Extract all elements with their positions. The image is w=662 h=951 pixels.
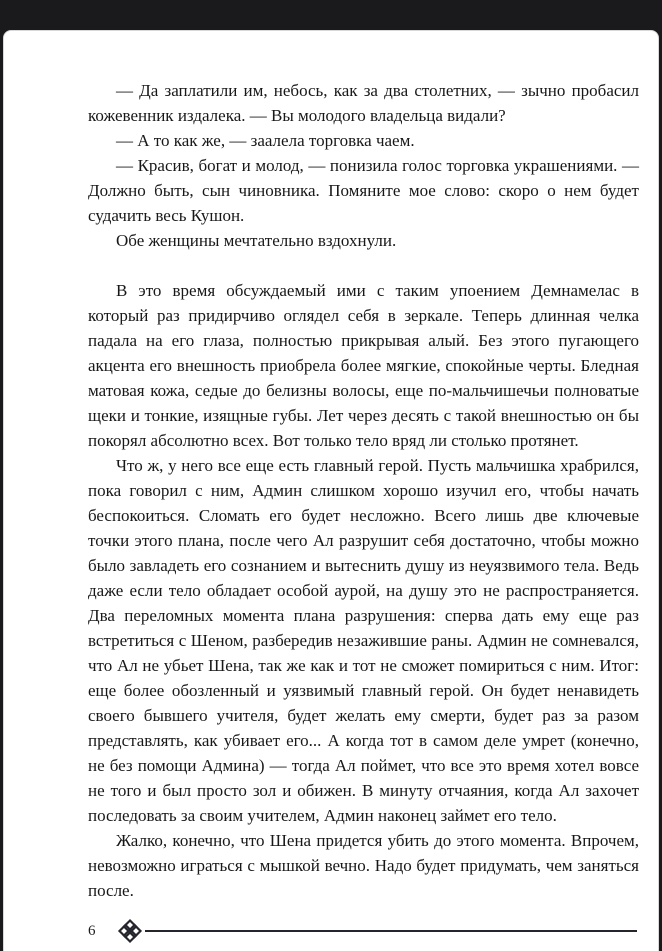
- page-footer: [4, 918, 658, 944]
- paragraph: Обе женщины мечтательно вздохнули.: [116, 231, 397, 250]
- paragraph: В это время обсуждаемый ими с таким упоением Демнамелас в который раз придирчиво оглядел себя в зеркале. Теперь длинная челка падала на его глаза, полностью прикрывая алый. Без этого пугающего акцента его внешность приобрела более мягкие, спокойные черты. Бледная матовая кожа, седые до белизны волосы, еще по-мальчишечьи полноватые щеки и тонкие, изящные губы. Лет через десять с такой внешностью он бы покорял абсолютно всех. Вот только тело вряд ли столько протянет.: [88, 281, 639, 450]
- knot-ornament-icon: [117, 918, 143, 944]
- book-page: [3, 30, 659, 951]
- page-text: [4, 31, 660, 903]
- paragraph: — А то как же, — заалела торговка чаем.: [116, 131, 415, 150]
- paragraph: Жалко, конечно, что Шена придется убить до этого момента. Впрочем, невозможно играться с мышкой вечно. Надо будет придумать, чем заняться после.: [88, 831, 639, 900]
- paragraph: — Красив, богат и молод, — понизила голос торговка украшениями. — Должно быть, сын чиновника. Помяните мое слово: скоро о нем будет судачить весь Кушон.: [88, 156, 639, 225]
- page-number: 6: [88, 923, 96, 939]
- paragraph: Что ж, у него все еще есть главный герой. Пусть мальчишка храбрился, пока говорил с ним, Админ слишком хорошо изучил его, чтобы начать беспокоиться. Сломать его будет несложно. Всего лишь две ключевые точки этого плана, после чего Ал разрушит себя достаточно, чтобы можно было завладеть его сознанием и вытеснить душу из неуязвимого тела. Ведь даже если тело обладает особой аурой, на душу это не распространяется. Два переломных момента плана разрушения: сперва дать ему еще раз встретиться с Шеном, разбередив незажившие раны. Админ не сомневался, что Ал не убьет Шена, так же как и тот не сможет помириться с ним. Итог: еще более обозленный и уязвимый главный герой. Он будет ненавидеть своего бывшего учителя, будет желать ему смерти, будет раз за разом представлять, как убивает его... А когда тот в самом деле умрет (конечно, не без помощи Админа) — тогда Ал поймет, что все это время хотел вовсе не того и был просто зол и обижен. В минуту отчаяния, когда Ал захочет последовать за своим учителем, Админ наконец займет его тело.: [88, 456, 639, 825]
- footer-rule: [145, 930, 638, 932]
- paragraph: — Да заплатили им, небось, как за два столетних, — зычно пробасил кожевенник издалека. — Вы молодого владельца видали?: [88, 81, 639, 125]
